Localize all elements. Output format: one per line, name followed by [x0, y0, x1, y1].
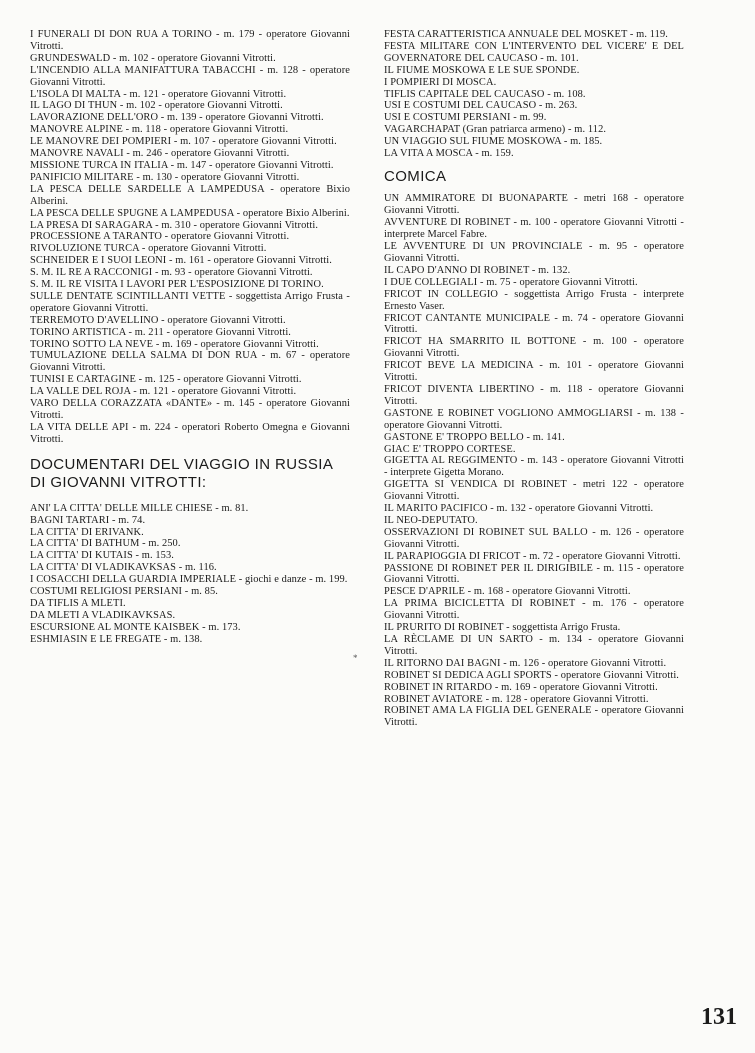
list-item: BAGNI TARTARI - m. 74.	[30, 514, 146, 526]
page-number: 131	[701, 1004, 737, 1030]
list-item: TORINO ARTISTICA - m. 211 - operatore Giovanni Vitrotti.	[30, 326, 292, 338]
list-item: UN VIAGGIO SUL FIUME MOSKOWA - m. 185.	[384, 136, 603, 148]
section-title-comica: COMICA	[384, 167, 447, 185]
list-item: I POMPIERI DI MOSCA.	[384, 76, 497, 88]
list-item: FESTA CARATTERISTICA ANNUALE DEL MOSKET - m. 119.	[384, 29, 668, 40]
list-item: LA PESCA DELLE SARDELLE A LAMPEDUSA - operatore Bixio Alberini.	[30, 183, 350, 207]
list-item: PROCESSIONE A TARANTO - operatore Giovanni Vitrotti.	[30, 231, 290, 243]
list-item: GRUNDESWALD - m. 102 - operatore Giovanni Vitrotti.	[30, 52, 276, 64]
list-item: LA PRIMA BICICLETTA DI ROBINET - m. 176 - operatore Giovanni Vitrotti.	[384, 598, 684, 622]
list-item: IL CAPO D'ANNO DI ROBINET - m. 132.	[384, 264, 571, 276]
list-item: IL NEO-DEPUTATO.	[384, 514, 478, 526]
list-item: DA TIFLIS A MLETI.	[30, 597, 126, 609]
list-item: LA VITA DELLE API - m. 224 - operatori Roberto Omegna e Giovanni Vitrotti.	[30, 421, 350, 445]
list-item: SCHNEIDER E I SUOI LEONI - m. 161 - operatore Giovanni Vitrotti.	[30, 255, 332, 267]
list-item: FRICOT BEVE LA MEDICINA - m. 101 - operatore Giovanni Vitrotti.	[384, 360, 684, 384]
list-item: RIVOLUZIONE TURCA - operatore Giovanni Vitrotti.	[30, 243, 267, 255]
list-item: TORINO SOTTO LA NEVE - m. 169 - operatore Giovanni Vitrotti.	[30, 338, 319, 350]
list-item: IL RITORNO DAI BAGNI - m. 126 - operatore Giovanni Vitrotti.	[384, 657, 667, 669]
list-item: MANOVRE ALPINE - m. 118 - operatore Giovanni Vitrotti.	[30, 124, 289, 136]
list-item: LA CITTA' DI VLADIKAVKSAS - m. 116.	[30, 562, 217, 574]
list-item: MANOVRE NAVALI - m. 246 - operatore Giovanni Vitrotti.	[30, 148, 290, 160]
list-item: IL MARITO PACIFICO - m. 132 - operatore Giovanni Vitrotti.	[384, 503, 654, 515]
left-column	[30, 29, 350, 646]
list-item: I DUE COLLEGIALI - m. 75 - operatore Giovanni Vitrotti.	[384, 276, 638, 288]
list-item: FRICOT IN COLLEGIO - soggettista Arrigo Frusta - interprete Ernesto Vaser.	[384, 288, 684, 312]
list-item: PESCE D'APRILE - m. 168 - operatore Giovanni Vitrotti.	[384, 586, 631, 598]
list-item: USI E COSTUMI PERSIANI - m. 99.	[384, 112, 547, 124]
list-item: FESTA MILITARE CON L'INTERVENTO DEL VICERE' E DEL GOVERNATORE DEL CAUCASO - m. 101.	[384, 40, 684, 64]
list-item: LA CITTA' DI KUTAIS - m. 153.	[30, 550, 174, 562]
list-item: LA PESCA DELLE SPUGNE A LAMPEDUSA - operatore Bixio Alberini.	[30, 207, 350, 219]
list-item: I COSACCHI DELLA GUARDIA IMPERIALE - giochi e danze - m. 199.	[30, 574, 348, 586]
list-item: I FUNERALI DI DON RUA A TORINO - m. 179 - operatore Giovanni Vitrotti.	[30, 29, 350, 52]
list-item: LA CITTA' DI BATHUM - m. 250.	[30, 538, 181, 550]
list-item: TUNISI E CARTAGINE - m. 125 - operatore Giovanni Vitrotti.	[30, 374, 302, 386]
list-item: TUMULAZIONE DELLA SALMA DI DON RUA - m. 67 - operatore Giovanni Vitrotti.	[30, 350, 350, 374]
list-item: USI E COSTUMI DEL CAUCASO - m. 263.	[384, 100, 578, 112]
list-item: VAGARCHAPAT (Gran patriarca armeno) - m. 112.	[384, 124, 607, 136]
list-item: FRICOT HA SMARRITO IL BOTTONE - m. 100 - operatore Giovanni Vitrotti.	[384, 336, 684, 360]
list-item: ROBINET IN RITARDO - m. 169 - operatore Giovanni Vitrotti.	[384, 681, 658, 693]
list-item: L'INCENDIO ALLA MANIFATTURA TABACCHI - m. 128 - operatore Giovanni Vitrotti.	[30, 64, 350, 88]
list-item: S. M. IL RE A RACCONIGI - m. 93 - operatore Giovanni Vitrotti.	[30, 267, 313, 279]
list-item: IL FIUME MOSKOWA E LE SUE SPONDE.	[384, 64, 580, 76]
list-item: SULLE DENTATE SCINTILLANTI VETTE - soggettista Arrigo Frusta - operatore Giovanni Vitrotti.	[30, 290, 350, 314]
right-column	[384, 29, 684, 729]
list-item: TERREMOTO D'AVELLINO - operatore Giovanni Vitrotti.	[30, 314, 286, 326]
list-item: DA MLETI A VLADIKAVKSAS.	[30, 609, 176, 621]
left-entries-a	[30, 29, 350, 446]
margin-mark: *	[353, 653, 358, 663]
list-item: FRICOT CANTANTE MUNICIPALE - m. 74 - operatore Giovanni Vitrotti.	[384, 312, 684, 336]
list-item: IL LAGO DI THUN - m. 102 - operatore Giovanni Vitrotti.	[30, 100, 283, 112]
list-item: PANIFICIO MILITARE - m. 130 - operatore Giovanni Vitrotti.	[30, 171, 300, 183]
list-item: LAVORAZIONE DELL'ORO - m. 139 - operatore Giovanni Vitrotti.	[30, 112, 324, 124]
left-entries-b	[30, 503, 350, 646]
list-item: LE AVVENTURE DI UN PROVINCIALE - m. 95 - operatore Giovanni Vitrotti.	[384, 241, 684, 264]
list-item: ROBINET AVIATORE - m. 128 - operatore Giovanni Vitrotti.	[384, 693, 649, 705]
list-item: OSSERVAZIONI DI ROBINET SUL BALLO - m. 126 - operatore Giovanni Vitrotti.	[384, 526, 684, 550]
list-item: ANI' LA CITTA' DELLE MILLE CHIESE - m. 81.	[30, 502, 249, 514]
right-entries-b	[384, 193, 684, 729]
list-item: AVVENTURE DI ROBINET - m. 100 - operatore Giovanni Vitrotti - interprete Marcel Fabre.	[384, 217, 684, 241]
list-item: ROBINET AMA LA FIGLIA DEL GENERALE - operatore Giovanni Vitrotti.	[384, 705, 684, 729]
list-item: GIAC E' TROPPO CORTESE.	[384, 443, 516, 455]
list-item: FRICOT DIVENTA LIBERTINO - m. 118 - operatore Giovanni Vitrotti.	[384, 383, 684, 407]
list-item: GIGETTA SI VENDICA DI ROBINET - metri 122 - operatore Giovanni Vitrotti.	[384, 479, 684, 503]
list-item: LA VALLE DEL ROJA - m. 121 - operatore Giovanni Vitrotti.	[30, 386, 297, 398]
list-item: MISSIONE TURCA IN ITALIA - m. 147 - operatore Giovanni Vitrotti.	[30, 159, 334, 171]
list-item: S. M. IL RE VISITA I LAVORI PER L'ESPOSIZIONE DI TORINO.	[30, 279, 324, 291]
list-item: GASTONE E' TROPPO BELLO - m. 141.	[384, 431, 565, 443]
list-item: IL PARAPIOGGIA DI FRICOT - m. 72 - operatore Giovanni Vitrotti.	[384, 550, 681, 562]
list-item: ROBINET SI DEDICA AGLI SPORTS - operatore Giovanni Vitrotti.	[384, 669, 680, 681]
list-item: GIGETTA AL REGGIMENTO - m. 143 - operatore Giovanni Vitrotti - interprete Gigetta Morano.	[384, 455, 684, 479]
list-item: LA RÈCLAME DI UN SARTO - m. 134 - operatore Giovanni Vitrotti.	[384, 634, 684, 657]
list-item: IL PRURITO DI ROBINET - soggettista Arrigo Frusta.	[384, 622, 621, 634]
list-item: COSTUMI RELIGIOSI PERSIANI - m. 85.	[30, 586, 218, 598]
list-item: LE MANOVRE DEI POMPIERI - m. 107 - operatore Giovanni Vitrotti.	[30, 136, 337, 148]
list-item: PASSIONE DI ROBINET PER IL DIRIGIBILE - m. 115 - operatore Giovanni Vitrotti.	[384, 562, 684, 586]
list-item: LA CITTA' DI ERIVANK.	[30, 526, 144, 538]
list-item: L'ISOLA DI MALTA - m. 121 - operatore Giovanni Vitrotti.	[30, 88, 287, 100]
list-item: VARO DELLA CORAZZATA «DANTE» - m. 145 - operatore Giovanni Vitrotti.	[30, 398, 350, 421]
list-item: UN AMMIRATORE DI BUONAPARTE - metri 168 - operatore Giovanni Vitrotti.	[384, 193, 684, 217]
list-item: LA PRESA DI SARAGARA - m. 310 - operatore Giovanni Vitrotti.	[30, 219, 319, 231]
right-entries-a	[384, 29, 684, 160]
list-item: GASTONE E ROBINET VOGLIONO AMMOGLIARSI - m. 138 - operatore Giovanni Vitrotti.	[384, 407, 684, 431]
list-item: ESCURSIONE AL MONTE KAISBEK - m. 173.	[30, 621, 241, 633]
section-title-documentari: DOCUMENTARI DEL VIAGGIO IN RUSSIA DI GIOVANNI VITROTTI:	[30, 455, 333, 492]
list-item: ESHMIASIN E LE FREGATE - m. 138.	[30, 633, 203, 645]
list-item: TIFLIS CAPITALE DEL CAUCASO - m. 108.	[384, 88, 586, 100]
list-item: LA VITA A MOSCA - m. 159.	[384, 148, 514, 160]
